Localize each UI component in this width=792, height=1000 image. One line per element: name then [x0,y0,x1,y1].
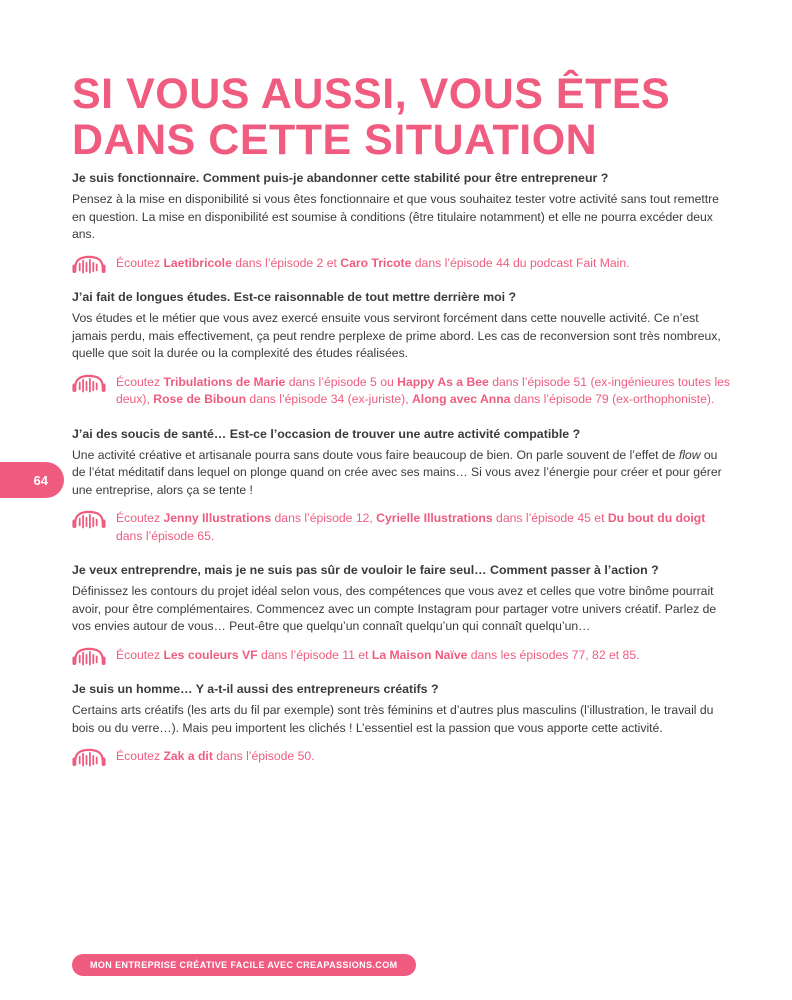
qa-block [72,562,734,664]
podcast-name[interactable]: Caro Tricote [340,255,412,270]
qa-question: Je suis fonctionnaire. Comment puis-je abandonner cette stabilité pour être entrepreneur ? [72,171,609,185]
qa-block [72,681,734,766]
page-title [72,71,732,163]
qa-list [72,170,734,783]
page-title-line-1: SI VOUS AUSSI, VOUS ÊTES [72,69,671,118]
listen-line [72,374,734,409]
listen-prefix: Écoutez [116,374,164,389]
listen-text: dans l’épisode 11 et [257,647,372,662]
qa-answer: Certains arts créatifs (les arts du fil par exemple) sont très féminins et d’autres plus masculins (l’illustration, le travail du bois ou du verre…). Mais peu importent les clichés ! L’essentiel est la passion que vous apporte cette activité. [72,703,714,735]
page-number-label: 64 [33,472,48,488]
podcast-name[interactable]: Happy As a Bee [397,374,489,389]
listen-text: dans l’épisode 79 (ex-orthophoniste). [510,392,715,406]
podcast-name[interactable]: La Maison Naïve [371,647,468,662]
headphones-icon [72,647,106,666]
listen-text: dans l’épisode 44 du podcast Fait Main. [411,255,630,270]
listen-prefix: Écoutez [116,511,164,525]
podcast-name[interactable]: Les couleurs VF [163,647,258,662]
qa-block [72,426,734,546]
podcast-name[interactable]: Tribulations de Marie [163,374,286,389]
listen-line [72,510,734,545]
listen-text: dans l’épisode 65. [116,528,215,543]
footer-banner [72,954,416,976]
listen-line [72,748,734,766]
listen-prefix: Écoutez [116,647,164,662]
page-number-badge [0,462,64,498]
page-title-line-2: DANS CETTE SITUATION [72,115,598,164]
qa-answer: Vos études et le métier que vous avez exercé ensuite vous serviront forcément dans cette nouvelle activité. Ce n’est jamais perdu, mais effectivement, ça peut rendre perplexe de prime abord. Les cas de reconversion sont très nombreux, quelle que soit la durée ou la complexité des études réalisées. [72,311,721,360]
listen-text: dans l’épisode 50. [212,749,315,763]
podcast-name[interactable]: Along avec Anna [412,392,511,406]
podcast-name[interactable]: Du bout du doigt [607,511,706,525]
listen-text: dans l’épisode 34 (ex-juriste), [246,392,412,406]
listen-text: dans l’épisode 45 et [492,511,608,525]
podcast-name[interactable]: Cyrielle Illustrations [376,511,493,525]
listen-line [72,647,734,665]
headphones-icon [72,510,106,529]
podcast-name[interactable]: Laetibricole [163,255,232,270]
qa-question: J’ai des soucis de santé… Est-ce l’occasion de trouver une autre activité compatible ? [72,426,581,441]
qa-block [72,170,734,272]
listen-text: dans l’épisode 12, [271,511,377,525]
qa-answer: Définissez les contours du projet idéal selon vous, des compétences que vous avez et celles que votre binôme pourrait avoir, pour être complémentaires. Commencez avec un compte Instagram pour partager votre univers créatif. Parlez de vos envies autour de vous… Peut-être que quelqu’un connaît quelqu’un qui connaît quelqu’un… [72,584,717,633]
footer-label: MON ENTREPRISE CRÉATIVE FACILE AVEC CREAPASSIONS.COM [90,960,398,970]
listen-text: dans l’épisode 51 (ex-ingénieures toutes les deux), [116,374,731,406]
listen-line [72,255,734,273]
headphones-icon [72,374,106,393]
qa-answer: Une activité créative et artisanale pourra sans doute vous faire beaucoup de bien. On parle souvent de l’effet de flow ou de l’état méditatif dans lequel on plonge quand on crée avec ses mains… Si vous avez l’énergie pour créer et pour gérer une entreprise, alors ça se tente ! [72,447,722,497]
podcast-name[interactable]: Zak a dit [163,749,213,763]
podcast-name[interactable]: Jenny Illustrations [163,511,272,525]
listen-text: dans l’épisode 2 et [231,255,341,270]
qa-answer: Pensez à la mise en disponibilité si vous êtes fonctionnaire et que vous souhaitez tester votre activité sans tout remettre en question. La mise en disponibilité est soumise à conditions (être titulaire notamment) et elle ne pourra excéder deux ans. [72,192,719,241]
podcast-name[interactable]: Rose de Biboun [153,392,247,406]
listen-prefix: Écoutez [116,255,164,270]
listen-text: dans l’épisode 5 ou [285,374,398,389]
qa-question: Je suis un homme… Y a-t-il aussi des entrepreneurs créatifs ? [72,682,439,696]
qa-block [72,289,734,409]
qa-question: Je veux entreprendre, mais je ne suis pas sûr de vouloir le faire seul… Comment passer à l’action ? [72,563,659,577]
listen-text: dans les épisodes 77, 82 et 85. [467,647,640,662]
qa-question: J’ai fait de longues études. Est-ce raisonnable de tout mettre derrière moi ? [72,290,517,304]
headphones-icon [72,748,106,767]
listen-prefix: Écoutez [116,749,164,763]
headphones-icon [72,255,106,274]
